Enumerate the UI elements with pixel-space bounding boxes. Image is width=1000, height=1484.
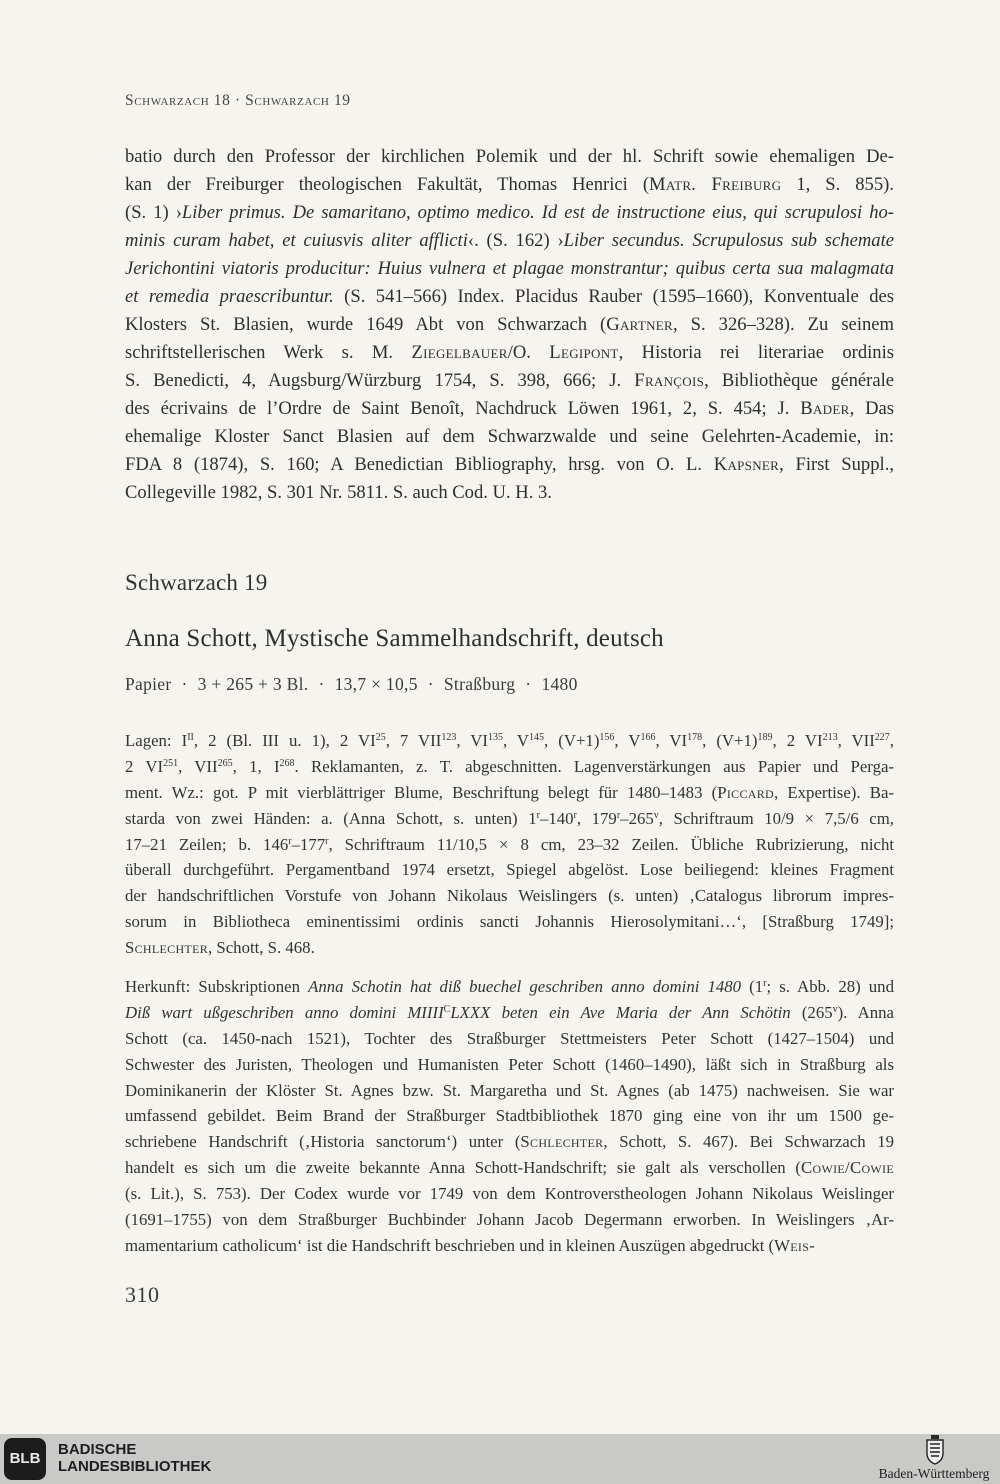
superscript: 189 bbox=[757, 732, 773, 743]
state-name: Baden-Württemberg bbox=[878, 1466, 990, 1481]
small-caps-run: Legipont bbox=[549, 342, 619, 363]
meta-place: Straßburg bbox=[443, 674, 516, 694]
text-run: ; s. Abb. 28) und bbox=[766, 977, 894, 996]
lagen-line bbox=[125, 857, 894, 883]
text-run: handelt es sich um die zweite bekannte Anna Schott-Handschrift; sie galt als verschollen ( bbox=[125, 1158, 801, 1178]
text-run: (1691–1755) von dem Straßburger Buchbinder Johann Jacob Degermann erworben. In Weislingers ‚Ar- bbox=[125, 1210, 894, 1230]
text-run: , Schott, S. 468. bbox=[208, 938, 315, 958]
intro-line bbox=[125, 367, 894, 395]
intro-line bbox=[125, 339, 894, 367]
text-run: , Schriftraum 11/10,5 × 8 cm, 23–32 Zeilen. Übliche Rubrizierung, nicht bbox=[328, 834, 894, 854]
small-caps-run: Bader bbox=[800, 398, 850, 419]
text-run: des écrivains de l’Ordre de Saint Benoît, Nachdruck Löwen 1961, 2, S. 454; J. bbox=[125, 398, 801, 419]
small-caps-run: Schlechter bbox=[520, 1132, 604, 1152]
superscript: 166 bbox=[640, 732, 656, 743]
intro-line bbox=[125, 171, 894, 199]
lagen-line bbox=[125, 909, 894, 935]
lagen-line bbox=[125, 806, 894, 832]
text-run: 2 VI bbox=[125, 756, 164, 776]
herkunft-line bbox=[125, 1129, 894, 1155]
text-run: ehemalige Kloster Sanct Blasien auf dem Schwarzwalde und seine Gelehrten-Academie, in: bbox=[125, 426, 894, 447]
lagen-paragraph bbox=[125, 728, 894, 961]
state-logo[interactable] bbox=[870, 1434, 1000, 1484]
italic-run: Jerichontini viatoris producitur: Huius vulnera et plagae monstrantur; quibus certa sua malagmata bbox=[125, 258, 894, 279]
superscript: 268 bbox=[279, 757, 295, 769]
text-run: Schwester des Juristen, Theologen und Humanisten Peter Schott (1460–1490), läßt sich in Straßburg als bbox=[125, 1054, 894, 1074]
meta-separator: · bbox=[427, 674, 434, 694]
text-run: –265 bbox=[620, 808, 654, 828]
text-run: –140 bbox=[539, 808, 574, 828]
small-caps-run: Schlechter bbox=[125, 938, 208, 958]
text-run: . Reklamanten, z. T. abgeschnitten. Lagenverstärkungen aus Papier und Perga- bbox=[294, 756, 894, 776]
library-name-line2: LANDESBIBLIOTHEK bbox=[58, 1458, 212, 1475]
meta-year: 1480 bbox=[541, 674, 578, 694]
text-run: , Bibliothèque générale bbox=[704, 370, 894, 391]
manuscript-title: Anna Schott, Mystische Sammelhandschrift, deutsch bbox=[125, 625, 664, 652]
superscript: C bbox=[443, 1003, 451, 1015]
text-run: , Historia rei literariae ordinis bbox=[618, 342, 894, 363]
text-run: , Das bbox=[849, 398, 894, 419]
italic-run: LXXX beten ein Ave Maria der Ann Schötin bbox=[450, 1002, 791, 1022]
text-run: überall durchgeführt. Pergamentband 1974 ersetzt, Spiegel abgelöst. Lose beiliegend: kleines Fragment bbox=[125, 860, 894, 880]
superscript: r bbox=[573, 809, 577, 821]
text-run: , Expertise). Ba- bbox=[774, 782, 894, 802]
coat-of-arms-icon bbox=[925, 1435, 945, 1465]
small-caps-run: Gartner bbox=[606, 314, 673, 335]
superscript: 25 bbox=[375, 732, 386, 743]
text-run: , 1, I bbox=[232, 756, 280, 776]
page-number: 310 bbox=[125, 1282, 160, 1307]
text-run: , VII bbox=[178, 756, 218, 776]
superscript: 156 bbox=[599, 732, 615, 743]
text-run: , VII bbox=[837, 731, 875, 750]
intro-line bbox=[125, 451, 894, 479]
text-run: 1, S. 855). bbox=[781, 174, 894, 195]
text-run: , bbox=[889, 731, 894, 750]
text-run: Lagen: I bbox=[125, 731, 188, 750]
intro-line bbox=[125, 395, 894, 423]
text-run: Schott (ca. 1450-nach 1521), Tochter des Straßburger Stettmeisters Peter Schott (1427–1504) und bbox=[125, 1028, 894, 1048]
text-run: schriftstellerischen Werk s. M. bbox=[125, 342, 412, 363]
text-run: ). Anna bbox=[837, 1002, 894, 1022]
text-run: der handschriftlichen Vorstufe von Johann Nikolaus Weislingers (s. unten) ‚Catalogus librorum impres- bbox=[125, 886, 894, 906]
text-run: , 2 VI bbox=[772, 731, 823, 750]
library-name-line1: BADISCHE bbox=[58, 1441, 137, 1458]
text-run: sorum in Bibliotheca eminentissimi ordinis sancti Johannis Hierosolymitani…‘, [Straßburg 1749]; bbox=[125, 912, 894, 932]
meta-separator: · bbox=[318, 674, 325, 694]
intro-line bbox=[125, 423, 894, 451]
small-caps-run: Matr. Freiburg bbox=[649, 174, 782, 195]
superscript: r bbox=[536, 809, 540, 821]
herkunft-line bbox=[125, 1000, 894, 1026]
herkunft-line bbox=[125, 1155, 894, 1181]
library-name[interactable] bbox=[58, 1441, 211, 1475]
text-run: , V bbox=[502, 731, 530, 750]
lagen-line bbox=[125, 832, 894, 858]
text-run: , 179 bbox=[576, 808, 617, 828]
text-run: starda von zwei Händen: a. (Anna Schott, s. unten) 1 bbox=[125, 808, 537, 828]
text-run: (s. Lit.), S. 753). Der Codex wurde vor 1749 von dem Kontroverstheologen Johann Nikolaus Weislinger bbox=[125, 1184, 894, 1204]
italic-run: et remedia praescribuntur. bbox=[125, 286, 334, 307]
herkunft-line bbox=[125, 1052, 894, 1078]
superscript: 123 bbox=[441, 732, 457, 743]
meta-separator: · bbox=[525, 674, 532, 694]
superscript: 145 bbox=[529, 732, 545, 743]
footer-bar bbox=[0, 1434, 1000, 1484]
small-caps-run: Ziegelbauer bbox=[411, 342, 508, 363]
text-run: , 2 (Bl. III u. 1), 2 VI bbox=[193, 731, 376, 750]
herkunft-line bbox=[125, 1103, 894, 1129]
intro-line bbox=[125, 143, 894, 171]
blb-logo[interactable]: BLB bbox=[4, 1438, 46, 1480]
text-run: , First Suppl., bbox=[779, 454, 894, 475]
small-caps-run: Weis- bbox=[774, 1235, 816, 1255]
herkunft-paragraph bbox=[125, 974, 894, 1259]
lagen-line bbox=[125, 728, 894, 754]
italic-run: minis curam habet, et cuiusvis aliter afflicti bbox=[125, 230, 468, 251]
text-run: kan der Freiburger theologischen Fakultät, Thomas Henrici ( bbox=[125, 174, 650, 195]
text-run: batio durch den Professor der kirchlichen Polemik und der hl. Schrift sowie ehemaligen De- bbox=[125, 146, 894, 167]
herkunft-line bbox=[125, 974, 894, 1000]
text-run: FDA 8 (1874), S. 160; A Benedictian Bibliography, hrsg. von O. L. bbox=[125, 454, 714, 475]
text-run: , VI bbox=[655, 731, 688, 750]
text-run: /O. bbox=[507, 342, 550, 363]
text-run: , Schriftraum 10/9 × 7,5/6 cm, bbox=[658, 808, 894, 828]
small-caps-run: Cowie/Cowie bbox=[801, 1158, 894, 1178]
text-run: , (V+1) bbox=[702, 731, 758, 750]
superscript: 213 bbox=[822, 732, 838, 743]
superscript: r bbox=[763, 978, 767, 989]
superscript: r bbox=[616, 809, 621, 821]
intro-line bbox=[125, 283, 894, 311]
herkunft-line bbox=[125, 1078, 894, 1104]
text-run: (265 bbox=[790, 1002, 833, 1022]
herkunft-line bbox=[125, 1181, 894, 1207]
meta-format: 13,7 × 10,5 bbox=[334, 674, 418, 694]
text-run: (S. 541–566) Index. Placidus Rauber (1595–1660), Konventuale des bbox=[333, 286, 894, 307]
superscript: v bbox=[832, 1003, 838, 1015]
herkunft-line bbox=[125, 1026, 894, 1052]
intro-line bbox=[125, 255, 894, 283]
text-run: mamentarium catholicum‘ ist die Handschrift beschrieben und in kleinen Auszügen abgedruckt ( bbox=[125, 1235, 775, 1255]
intro-paragraph bbox=[125, 143, 894, 507]
text-run: , V bbox=[614, 731, 641, 750]
text-run: Collegeville 1982, S. 301 Nr. 5811. S. auch Cod. U. H. 3. bbox=[125, 482, 552, 503]
small-caps-run: Kapsner bbox=[713, 454, 780, 475]
text-run: , S. 326–328). Zu seinem bbox=[672, 314, 894, 335]
intro-line bbox=[125, 199, 894, 227]
superscript: 251 bbox=[163, 757, 179, 769]
text-run: (S. 1) › bbox=[125, 202, 182, 223]
text-run: (1 bbox=[741, 977, 764, 996]
running-head: Schwarzach 18 · Schwarzach 19 bbox=[125, 92, 351, 109]
text-run: ment. Wz.: got. P mit vierblättriger Blume, Beschriftung belegt für 1480–1483 ( bbox=[125, 782, 718, 802]
text-run: Klosters St. Blasien, wurde 1649 Abt von Schwarzach ( bbox=[125, 314, 607, 335]
superscript: II bbox=[187, 732, 194, 743]
superscript: v bbox=[653, 809, 659, 821]
lagen-line bbox=[125, 883, 894, 909]
italic-run: Anna Schotin hat diß buechel geschriben anno domini 1480 bbox=[308, 977, 742, 996]
text-run: , VI bbox=[456, 731, 488, 750]
italic-run: Liber secundus. Scrupulosus sub schemate bbox=[563, 230, 894, 251]
text-run: S. Benedicti, 4, Augsburg/Würzburg 1754, S. 398, 666; J. bbox=[125, 370, 635, 391]
superscript: 178 bbox=[687, 732, 703, 743]
text-run: schriebene Handschrift (‚Historia sanctorum‘) unter ( bbox=[125, 1132, 521, 1152]
text-run: –177 bbox=[291, 834, 326, 854]
meta-separator: · bbox=[181, 674, 188, 694]
manuscript-meta bbox=[125, 674, 578, 695]
herkunft-line bbox=[125, 1233, 894, 1259]
text-run: umfassend gebildet. Beim Brand der Straßburger Stadtbibliothek 1870 ging eine von ihr um 1500 ge- bbox=[125, 1106, 894, 1126]
superscript: 227 bbox=[874, 732, 890, 743]
meta-material: Papier bbox=[125, 674, 172, 694]
text-run: , Schott, S. 467). Bei Schwarzach 19 bbox=[603, 1132, 894, 1152]
lagen-line bbox=[125, 935, 894, 961]
small-caps-run: Piccard bbox=[717, 782, 775, 802]
lagen-line bbox=[125, 754, 894, 780]
text-run: 17–21 Zeilen; b. 146 bbox=[125, 834, 289, 854]
intro-line bbox=[125, 311, 894, 339]
meta-leaves: 3 + 265 + 3 Bl. bbox=[197, 674, 309, 694]
superscript: 135 bbox=[487, 732, 503, 743]
small-caps-run: François bbox=[634, 370, 705, 391]
text-run: ‹. (S. 162) › bbox=[467, 230, 564, 251]
text-run: Herkunft: Subskriptionen bbox=[125, 977, 309, 996]
text-run: Dominikanerin der Klöster St. Agnes bzw. St. Margaretha und St. Agnes (ab 1475) nachweisen. Sie war bbox=[125, 1080, 894, 1100]
intro-line bbox=[125, 227, 894, 255]
section-heading: Schwarzach 19 bbox=[125, 570, 268, 595]
superscript: r bbox=[288, 835, 292, 847]
lagen-line bbox=[125, 780, 894, 806]
superscript: 265 bbox=[217, 757, 233, 769]
intro-line bbox=[125, 479, 894, 507]
italic-run: Diß wart ußgeschriben anno domini MIIII bbox=[125, 1002, 444, 1022]
text-run: , (V+1) bbox=[544, 731, 600, 750]
italic-run: Liber primus. De samaritano, optimo medico. Id est de instructione eius, qui scrupulosi ho- bbox=[181, 202, 894, 223]
text-run: , 7 VII bbox=[385, 731, 442, 750]
herkunft-line bbox=[125, 1207, 894, 1233]
superscript: r bbox=[325, 835, 329, 847]
